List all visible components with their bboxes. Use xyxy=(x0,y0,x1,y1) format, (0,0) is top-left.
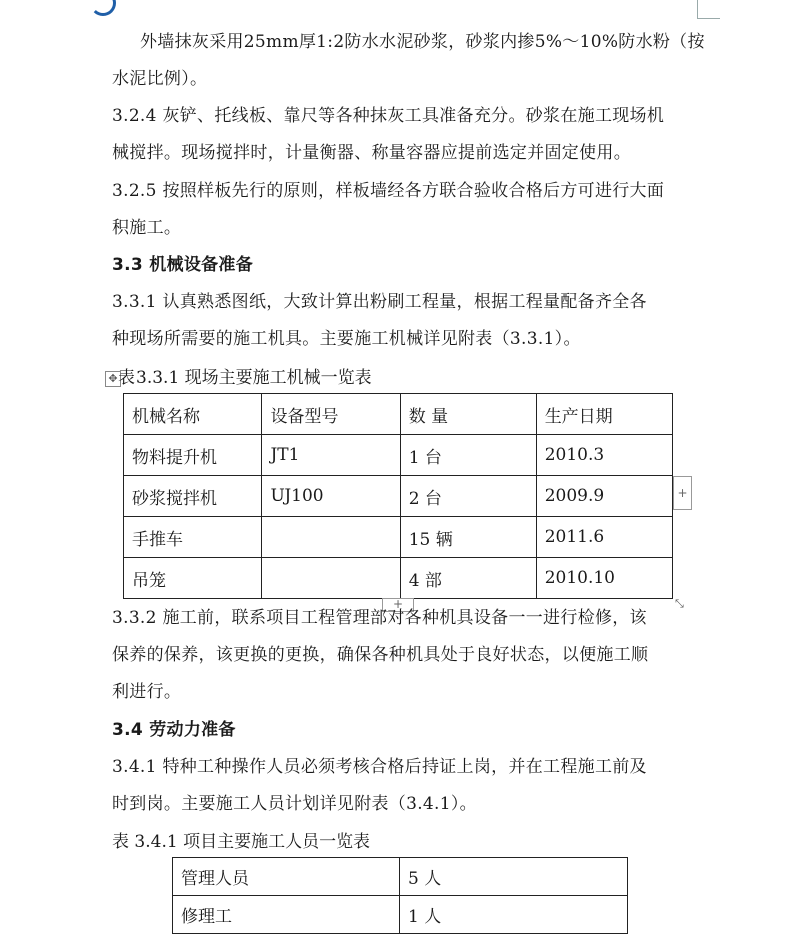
add-column-button[interactable]: + xyxy=(673,476,692,510)
paragraph-line: 3.3.1 认真熟悉图纸，大致计算出粉刷工程量，根据工程量配备齐全各 xyxy=(112,292,647,312)
paragraph-line: 3.2.5 按照样板先行的原则，样板墙经各方联合验收合格后方可进行大面 xyxy=(112,181,665,201)
paragraph-line: 种现场所需要的施工机具。主要施工机械详见附表（3.3.1）。 xyxy=(112,329,581,349)
paragraph-line: 利进行。 xyxy=(112,682,182,702)
table-cell[interactable]: 2009.9 xyxy=(536,476,672,517)
table-resize-handle-icon[interactable]: ⤡ xyxy=(675,597,684,610)
table-cell[interactable]: 修理工 xyxy=(173,896,400,934)
paragraph-line: 外墙抹灰采用25mm厚1:2防水水泥砂浆，砂浆内掺5%～10%防水粉（按 xyxy=(140,32,705,52)
table-cell[interactable] xyxy=(262,558,400,599)
table-header-row xyxy=(124,394,673,435)
table-cell[interactable] xyxy=(262,517,400,558)
paragraph-line: 3.4.1 特种工种操作人员必须考核合格后持证上岗，并在工程施工前及 xyxy=(112,757,647,777)
section-heading-3-4: 3.4 劳动力准备 xyxy=(112,720,236,740)
table-cell[interactable]: 手推车 xyxy=(124,517,262,558)
table-row xyxy=(173,858,628,896)
table-row xyxy=(173,896,628,934)
table-cell[interactable]: JT1 xyxy=(262,435,400,476)
machinery-table xyxy=(123,393,673,599)
table-cell[interactable]: 2010.3 xyxy=(536,435,672,476)
table-cell[interactable]: 15 辆 xyxy=(400,517,536,558)
table-header-cell[interactable]: 机械名称 xyxy=(124,394,262,435)
paragraph-line: 3.2.4 灰铲、托线板、靠尺等各种抹灰工具准备充分。砂浆在施工现场机 xyxy=(112,106,665,126)
table-cell[interactable]: 4 部 xyxy=(400,558,536,599)
table-cell[interactable]: 1 人 xyxy=(400,896,628,934)
add-row-button[interactable]: + xyxy=(382,598,414,612)
table-cell[interactable]: 2 台 xyxy=(400,476,536,517)
page-corner-mark xyxy=(697,0,720,19)
table-row xyxy=(124,476,673,517)
table-caption: 表 3.4.1 项目主要施工人员一览表 xyxy=(112,832,371,852)
table-row xyxy=(124,435,673,476)
table-cell[interactable]: 管理人员 xyxy=(173,858,400,896)
table-cell[interactable]: 吊笼 xyxy=(124,558,262,599)
table-caption: 3.3.1 现场主要施工机械一览表 xyxy=(136,368,372,388)
table-caption-prefix: 表 xyxy=(118,368,135,388)
table-header-cell[interactable]: 数 量 xyxy=(400,394,536,435)
table-cell[interactable]: 2011.6 xyxy=(536,517,672,558)
paragraph-line: 时到岗。主要施工人员计划详见附表（3.4.1）。 xyxy=(112,794,477,814)
table-cell[interactable]: 2010.10 xyxy=(536,558,672,599)
table-move-handle-icon[interactable]: ✥ xyxy=(105,371,121,387)
paragraph-line: 水泥比例）。 xyxy=(112,69,208,89)
table-cell[interactable]: UJ100 xyxy=(262,476,400,517)
table-cell[interactable]: 5 人 xyxy=(400,858,628,896)
paragraph-line: 3.3.2 施工前，联系项目工程管理部对各种机具设备一一进行检修，该 xyxy=(112,608,647,628)
table-cell[interactable]: 物料提升机 xyxy=(124,435,262,476)
app-logo xyxy=(0,0,100,14)
table-header-cell[interactable]: 生产日期 xyxy=(536,394,672,435)
staff-table xyxy=(172,857,628,934)
table-row xyxy=(124,517,673,558)
paragraph-line: 保养的保养，该更换的更换，确保各种机具处于良好状态，以便施工顺 xyxy=(112,645,649,665)
table-header-cell[interactable]: 设备型号 xyxy=(262,394,400,435)
paragraph-line: 积施工。 xyxy=(112,218,182,238)
section-heading-3-3: 3.3 机械设备准备 xyxy=(112,255,254,275)
paragraph-line: 械搅拌。现场搅拌时，计量衡器、称量容器应提前选定并固定使用。 xyxy=(112,143,631,163)
table-cell[interactable]: 1 台 xyxy=(400,435,536,476)
table-row xyxy=(124,558,673,599)
table-cell[interactable]: 砂浆搅拌机 xyxy=(124,476,262,517)
